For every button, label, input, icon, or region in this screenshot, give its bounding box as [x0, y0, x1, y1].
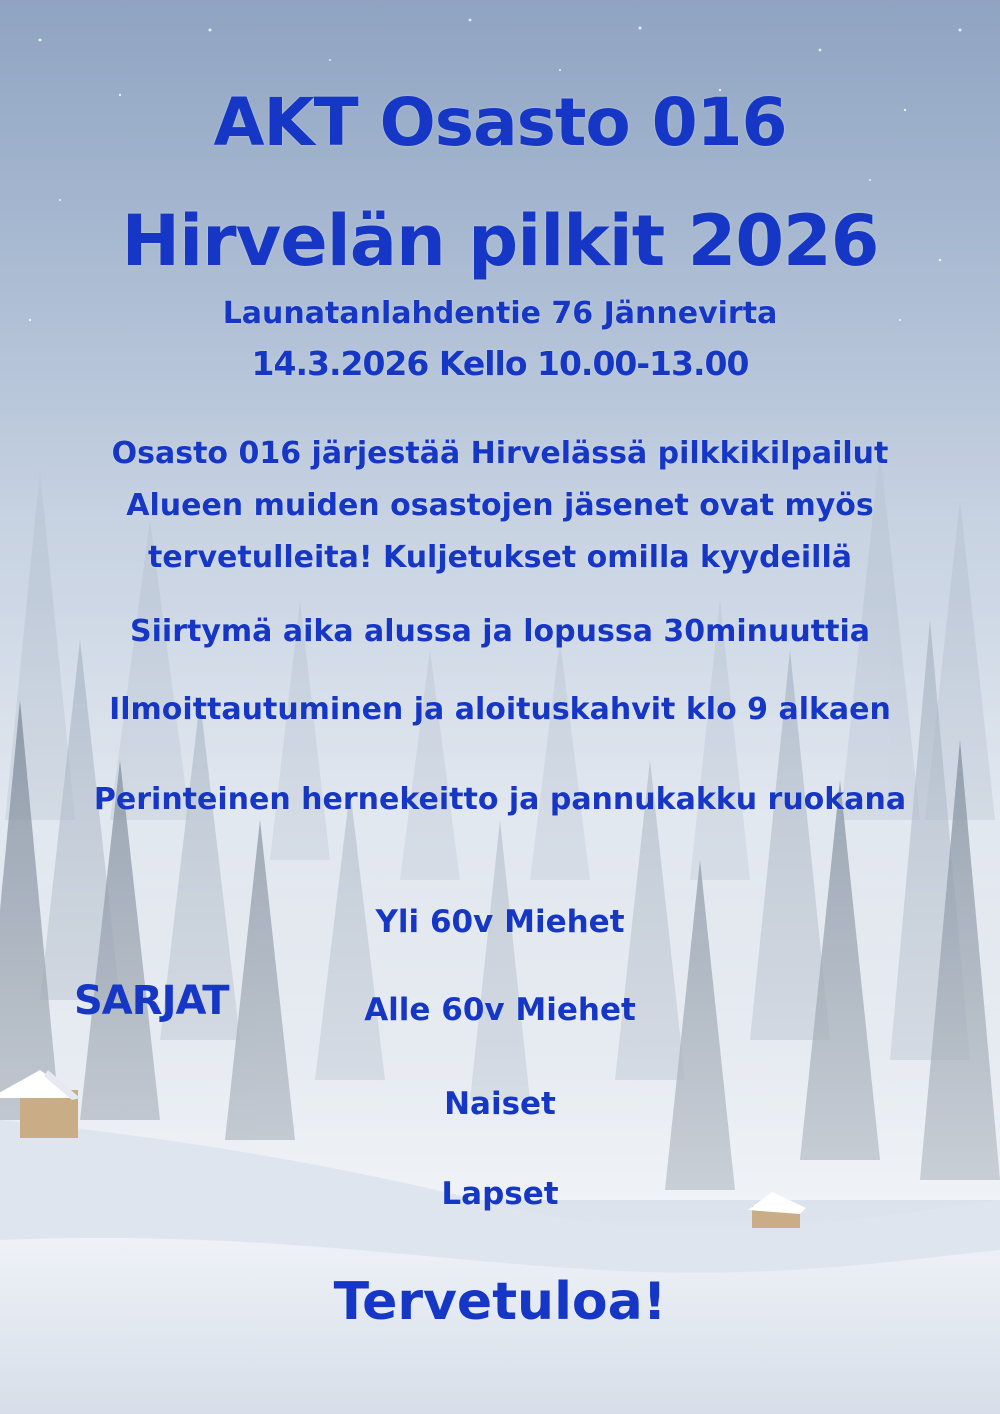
registration-info: Ilmoittautuminen ja aloituskahvit klo 9 alkaen — [109, 692, 891, 727]
welcome-text: Tervetuloa! — [333, 1272, 667, 1332]
title-line-1: AKT Osasto 016 — [213, 84, 787, 161]
series-category: Yli 60v Miehet — [375, 904, 625, 940]
series-category: Naiset — [444, 1086, 556, 1122]
title-line-2: Hirvelän pilkit 2026 — [121, 200, 879, 282]
intro-line: Osasto 016 järjestää Hirvelässä pilkkikilpailut — [111, 436, 889, 471]
food-info: Perinteinen hernekeitto ja pannukakku ruokana — [93, 782, 907, 817]
event-address: Launatanlahdentie 76 Jännevirta — [222, 296, 778, 331]
series-category: Alle 60v Miehet — [364, 992, 636, 1028]
intro-line: tervetulleita! Kuljetukset omilla kyydeillä — [147, 540, 852, 575]
transition-info: Siirtymä aika alussa ja lopussa 30minuuttia — [130, 614, 870, 649]
event-datetime: 14.3.2026 Kello 10.00-13.00 — [251, 344, 749, 383]
intro-line: Alueen muiden osastojen jäsenet ovat myös — [126, 488, 874, 523]
series-label: SARJAT — [74, 978, 229, 1024]
series-category: Lapset — [441, 1176, 559, 1212]
intro-paragraph — [0, 428, 1000, 584]
